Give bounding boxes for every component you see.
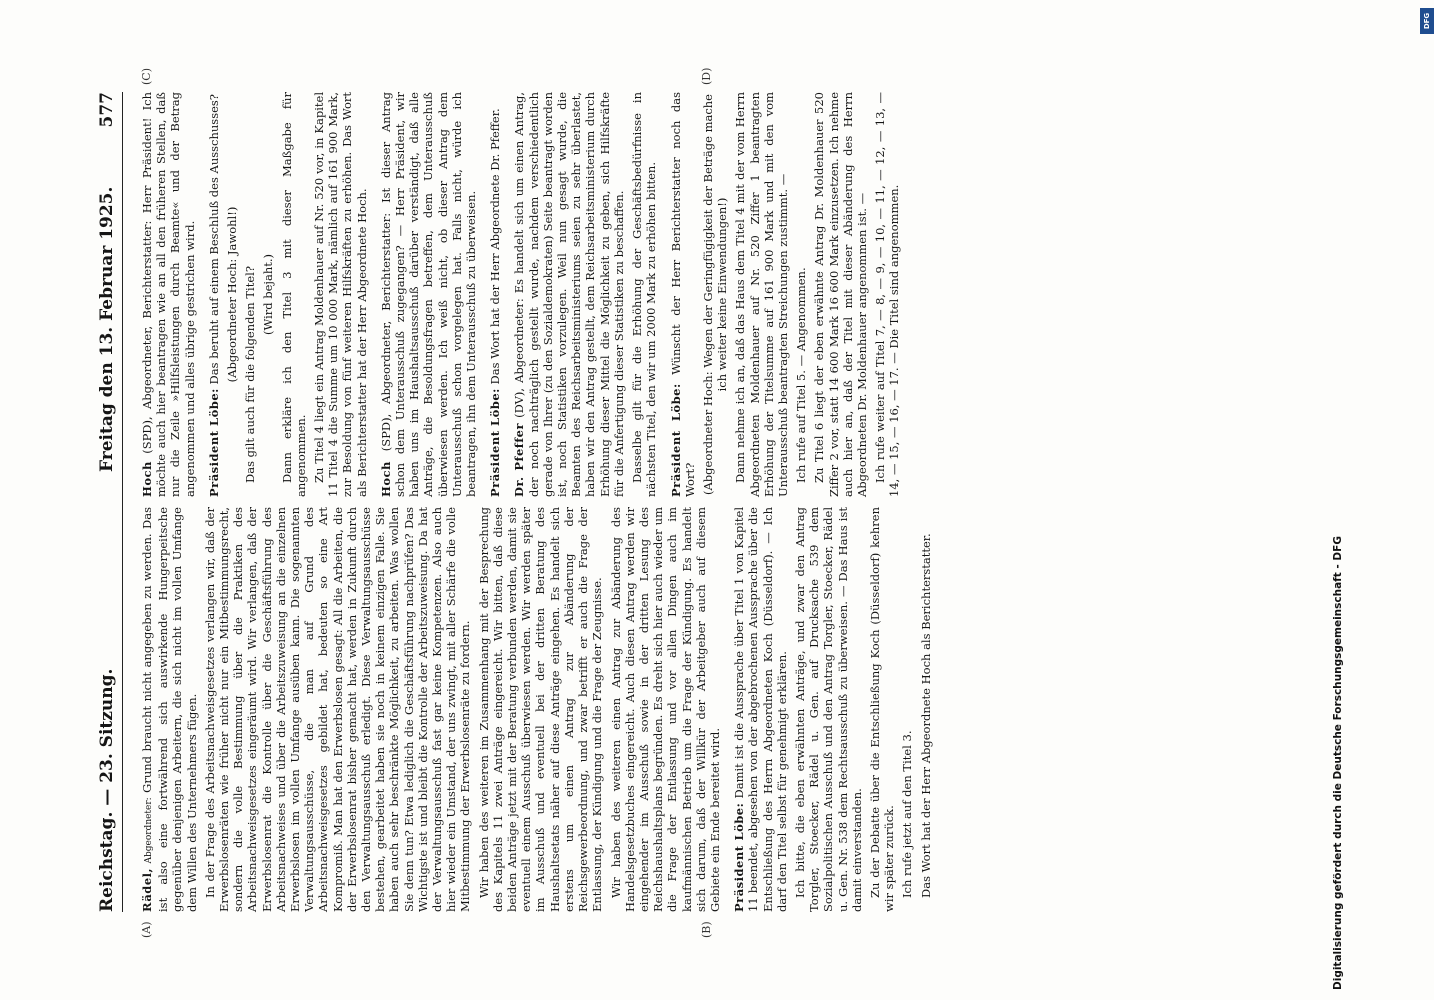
paragraph-text: Das Wort hat der Herr Abgeordnete Hoch als Berichterstatter. [918, 533, 933, 898]
paragraph [919, 507, 933, 912]
paragraph [793, 507, 864, 912]
interjection: (Abgeordneter Hoch: Wegen der Geringfügigkeit der Beträge mache ich weiter keine Einwendungen!) [700, 94, 730, 495]
digitization-credit: Digitalisierung gefördert durch die Deutsche Forschungsgemeinschaft - DFG [1332, 536, 1344, 990]
margin-marker-b: (B) [700, 921, 713, 938]
speaker-role: (SPD), Abgeordneter, Berichterstatter: [140, 220, 154, 454]
paragraph [312, 92, 369, 497]
speaker-name: Dr. Pfeffer [512, 422, 527, 497]
paragraph-text: Wünscht der Herr Berichterstatter noch das Wort? [668, 91, 697, 497]
paragraph [868, 507, 896, 912]
paragraph [900, 507, 914, 912]
paragraph [733, 92, 790, 497]
speaker-role: Abgeordneter: [144, 797, 154, 864]
paragraph-text: Ich bitte, die eben erwähnten Anträge, und zwar den Antrag Torgler, Stoecker, Rädel u. Gen. auf Drucksache 539 dem Sozialpolitischen Ausschuß und den Antrag Torgler, Stoecker, Rädel u. Gen. Nr. 538 dem Rechtsausschuß zu überweisen. — Das Haus ist damit einverstanden. [792, 507, 864, 912]
paragraph [609, 507, 723, 912]
interjection: (Wird bejaht.) [261, 253, 276, 336]
paragraph-text: Es handelt sich um einen Antrag, der noch nachträglich gestellt wurde, nachdem verschiedentlich gerade von Ihrer (zu den Sozialdemokraten) Seite beantragt worden ist, noch Statistiken vorzulegen. Weil nun gesagt wurde, die Beamten des Reichsarbeitsministeriums seien zu sehr überlastet, haben wir den Antrag gestellt, dem Reichsarbeitsministerium durch Erhöhung dieser Mittel die Möglichkeit zu geben, sich Hilfskräfte für die Anfertigung dieser Statistiken zu beschaffen. [512, 92, 626, 497]
interjection: (Abgeordneter Hoch: Jawohl!) [225, 206, 240, 383]
paragraph-text: Grund braucht nicht angegeben zu werden. Das ist also eine fortwährend sich auswirkende Hungerpeitsche gegenüber denjenigen Arbeitern, die sich nicht im vollen Umfange dem Willen des Unternehmers fügen. [140, 507, 199, 912]
speaker-role: (SPD), Abgeordneter, Berichterstatter: [378, 212, 393, 452]
header-session: Reichstag. — 23. Sitzung. [97, 668, 117, 912]
margin-marker-d: (D) [700, 67, 713, 85]
paragraph [488, 92, 502, 497]
paragraph-text: Zu Titel 6 liegt der eben erwähnte Antrag Dr. Moldenhauer 520 Ziffer 2 vor, statt 14 600 Mark 16 600 Mark einzusetzen. Ich nehme auch hier an, daß der Titel mit dieser Abänderung des Herrn Abgeordneten Dr. Moldenhauer angenommen ist. — [812, 92, 869, 497]
paragraph [873, 92, 901, 497]
paragraph [243, 92, 257, 497]
paragraph-text: Ist dieser Antrag schon dem Unterausschuß zugegangen? — Herr Präsident, wir haben uns im Haushaltsausschuß darüber verständigt, daß alle Anträge, die Besoldungsfragen betreffen, dem Unterausschuß überwiesen werden. Ich weiß nicht, ob dieser Antrag dem Unterausschuß schon vorgelegen hat. Falls nicht, würde ich beantragen, ihn dem Unterausschuß zu überweisen. [378, 91, 479, 497]
speaker-name: Hoch [140, 461, 154, 497]
paragraph-text: Das Wort hat der Herr Abgeordnete Dr. Pfeffer. [488, 108, 503, 385]
speaker-role: (DV), Abgeordneter: [512, 298, 527, 418]
right-column [130, 92, 1180, 497]
paragraph [732, 507, 789, 912]
paragraph [207, 92, 221, 497]
header-date: Freitag den 13. Februar 1925. [97, 186, 117, 472]
speaker-name: Präsident Löbe: [488, 388, 503, 497]
paragraph-text: Dasselbe gilt für die Erhöhung der Geschäftsbedürfnisse in nächsten Titel, den wir um 2000 Mark zu erhöhen bitten. [630, 92, 659, 497]
paragraph-text: Das beruht auf einem Beschluß des Ausschusses? [206, 94, 221, 385]
speaker-name: Präsident Löbe: [206, 388, 221, 497]
margin-marker-c: (C) [140, 68, 153, 85]
left-column [130, 507, 1180, 912]
paragraph-text: In der Frage des Arbeitsnachweisgesetzes verlangen wir, daß der Erwerbslosenräten wie früher nicht nur ein Mitbestimmungsrecht, sondern die volle Bestimmung über die Praktiken des Arbeitsnachweisgesetzes eingeräumt wird. Wir verlangen, daß der Erwerbslosenrat die Kontrolle über die Geschäftsführung des Arbeitsnachweises und über die Arbeitszuweisung an die einzelnen Erwerbslosen im vollen Umfange ausüben kann. Die sogenannten Verwaltungsausschüsse, die man auf Grund des Arbeitsnachweisgesetzes gebildet hat, bedeuten so eine Art Kompromiß. Man hat den Erwerbslosen gesagt: All die Arbeiten, die der Erwerbslosenrat bisher gemacht hat, werden in Zukunft durch den Verwaltungsausschuß erledigt. Diese Verwaltungsausschüsse bestehen, gearbeitet haben sie noch in keinem einzigen Falle. Sie haben auch sehr beschränkte Möglichkeit, zu arbeiten. Was wollen Sie denn tun? Etwa lediglich die Geschäftsführung nachprüfen? Das Wichtigste ist und bleibt die Kontrolle der Arbeitszuweisung. Da hat der Verwaltungsausschuß fast gar keine Kompetenzen. Also auch hier wieder ein Umstand, der uns zwingt, mit aller Schärfe die volle Mitbestimmung der Erwerbslosenräte zu fordern. [202, 507, 473, 912]
page-header [88, 92, 123, 912]
speaker-name: Hoch [378, 461, 393, 497]
paragraph [140, 507, 199, 912]
paragraph-text: Zu der Debatte über die Entschließung Koch (Düsseldorf) kehren wir später zurück. [867, 507, 897, 912]
paragraph-text: Ich rufe auf Titel 5. — Angenommen. [794, 267, 809, 483]
speaker-name: Präsident Löbe: [732, 802, 747, 912]
paragraph-text: Das gilt auch für die folgenden Titel? [243, 266, 258, 483]
paragraph-text: Wir haben des weiteren im Zusammenhang mit der Besprechung des Kapitels 11 zwei Anträge eingereicht. Wir bitten, daß diese beiden Anträge jetzt mit der Beratung verbunden werden, damit sie eventuell einem Ausschuß überwiesen werden. Wir werden später im Ausschuß und eventuell bei der dritten Beratung des Haushaltsetats näher auf diese Anträge eingehen. Es handelt sich erstens um einen Antrag zur Abänderung der Reichsgewerbeordnung, und zwar betrifft er auch die Frage der Entlassung, der Kündigung und die Frage der Zeugnisse. [476, 507, 605, 912]
paragraph-text: Dann nehme ich an, daß das Haus dem Titel 4 mit der vom Herrn Abgeordneten Moldenhauer auf Nr. 520 Ziffer 1 beantragten Erhöhung der Titelsumme auf 161 900 Mark und mit den vom Unterausschuß beantragten Streichungen zustimmt. — [733, 92, 790, 497]
paragraph [280, 92, 308, 497]
paragraph [512, 92, 626, 497]
paragraph [140, 92, 197, 497]
paragraph [812, 92, 869, 497]
paragraph [379, 92, 478, 497]
paragraph-text: Wir haben des weiteren einen Antrag zur Abänderung des Handelsgesetzbuches eingereicht. Auch diesen Antrag werden wir eingehender im Ausschuß sowie in der dritten Lesung des Reichshaushaltsplans begründen. Es dreht sich hier auch wieder um die Frage der Entlassung und vor allen Dingen auch im kaufmännischen Betrieb um die Frage der Kündigung. Es handelt sich darum, daß der Willkür der Arbeitgeber auch auf diesem Gebiete ein Ende bereitet wird. [608, 507, 722, 912]
paragraph-text: Ich rufe weiter auf Titel 7, — 8, — 9, — 10, — 11, — 12, — 13, — 14, — 15, — 16, — 17. — Die Titel sind angenommen. [873, 92, 902, 497]
paragraph [630, 92, 658, 497]
dfg-logo-icon: DFG [1420, 8, 1434, 34]
paragraph-text: Dann erkläre ich den Titel 3 mit dieser Maßgabe für angenommen. [279, 92, 308, 497]
speaker-name: Präsident Löbe: [668, 383, 683, 497]
paragraph [794, 92, 808, 497]
paragraph-text: Herr Präsident! Ich möchte auch hier beantragen wie an all den früheren Stellen, daß nur die Zeile »Hilfsleistungen durch Beamte« und der Betrag angenommen und alles übrige gestrichen wird. [140, 92, 197, 497]
paragraph-text: Damit ist die Aussprache über Titel 1 von Kapitel 11 beendet, abgesehen von der abgebrochenen Aussprache über die Entschließung des Herrn Abgeordneten Koch (Düsseldorf). — Ich darf den Titel selbst für genehmigt erklären. [732, 506, 789, 912]
paragraph [203, 507, 473, 912]
speaker-name: Rädel, [140, 867, 154, 912]
paragraph [477, 507, 605, 912]
paragraph [669, 92, 697, 497]
margin-marker-a: (A) [140, 921, 153, 938]
page-number: 577 [97, 92, 117, 128]
paragraph-text: Zu Titel 4 liegt ein Antrag Moldenhauer auf Nr. 520 vor, in Kapitel 11 Titel 4 die Summe um 10 000 Mark, nämlich auf 161 900 Mark, zur Besoldung von fünf weiteren Hilfskräften zu erhöhen. Das Wort als Berichterstatter hat der Herr Abgeordnete Hoch. [312, 92, 369, 497]
paragraph-text: Ich rufe jetzt auf den Titel 3. [900, 730, 915, 898]
